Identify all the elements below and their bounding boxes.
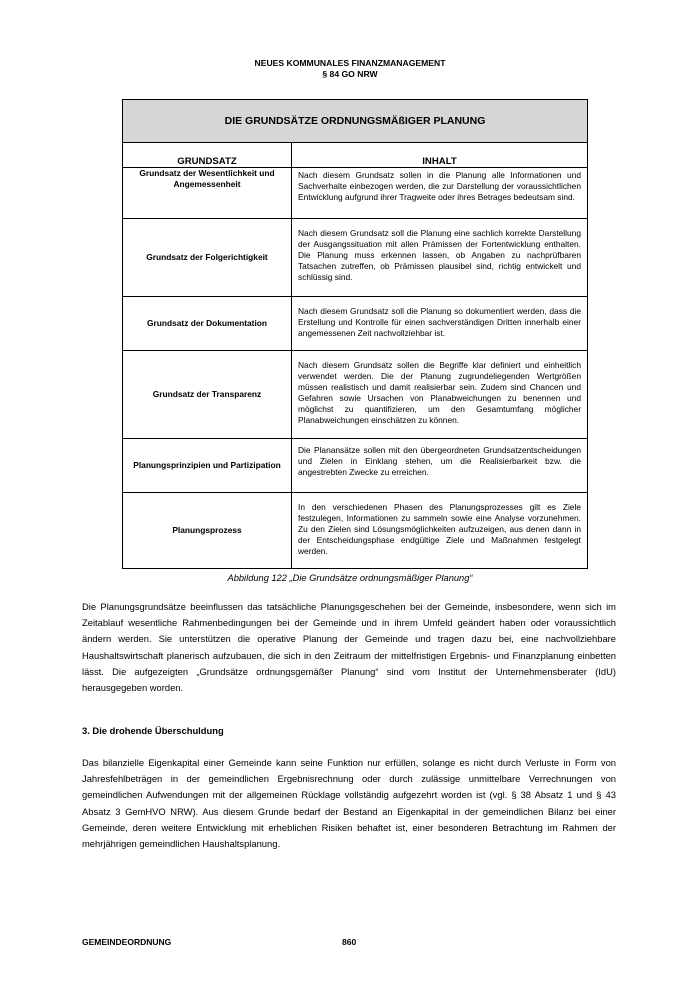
row-name: Grundsatz der Folgerichtigkeit: [123, 219, 292, 297]
row-text: In den verschiedenen Phasen des Planungsprozesses gilt es Ziele festzulegen, Informationen zu sammeln sowie eine Analyse vorzunehmen. Zu den Zielen sind Lösungsmöglichkeiten aufzuzeigen, aus denen dann in der Entscheidungsphase endgültige Ziele und Maßnahmen festgelegt werden.: [292, 493, 588, 569]
section-heading: 3. Die drohende Überschuldung: [82, 725, 224, 736]
table-row: [123, 351, 588, 439]
row-name: Planungsprozess: [123, 493, 292, 569]
table-title: DIE GRUNDSÄTZE ORDNUNGSMÄßIGER PLANUNG: [123, 100, 588, 143]
table-row: [123, 219, 588, 297]
column-header-inhalt: INHALT: [292, 143, 588, 168]
row-name: Grundsatz der Transparenz: [123, 351, 292, 439]
row-text: Nach diesem Grundsatz sollen in die Planung alle Informationen und Sachverhalte einbezogen werden, die zur Darstellung der voraussichtlichen Entwicklung aufgrund ihrer Tragweite oder ihres Betrages bedeutsam sind.: [292, 168, 588, 219]
page-header: [0, 58, 700, 80]
row-text: Nach diesem Grundsatz soll die Planung eine sachlich korrekte Darstellung der Ausgangssituation mit allen Prämissen der Fortentwicklung enthalten. Die Planung muss erkennen lassen, ob Angaben zu nachprüfbaren Tatsachen zutreffen, ob Prämissen plausibel sind, richtig entwickelt und schlüssig sind.: [292, 219, 588, 297]
body-paragraph: Das bilanzielle Eigenkapital einer Gemeinde kann seine Funktion nur erfüllen, solange es nicht durch Verluste in Form von Jahresfehlbeträgen in der gemeindlichen Ergebnisrechnung oder durch zulässige unmittelbare Verrechnungen von gemeindlichen Aufwendungen mit der allgemeinen Rücklage vollständig aufgezehrt worden ist (vgl. § 38 Absatz 1 und § 43 Absatz 3 GemHVO NRW). Aus diesem Grunde bedarf der Bestand an Eigenkapital in der gemeindlichen Bilanz bei einer Gemeinde, deren weitere Entwicklung mit erheblichen Risiken behaftet ist, einer besonderen Betrachtung im Rahmen der mehrjährigen gemeindlichen Haushaltsplanung.: [82, 757, 616, 850]
row-name: Planungsprinzipien und Partizipation: [123, 439, 292, 493]
column-header-grundsatz: GRUNDSATZ: [123, 143, 292, 168]
table-row: [123, 439, 588, 493]
row-text: Nach diesem Grundsatz sollen die Begriffe klar definiert und einheitlich verwendet werden. Die der Planung zugrundeliegenden Wertgrößen müssen realistisch und damit realisierbar sein. Zudem sind Chancen und Gefahren sowie Ursachen von Planabweichungen zu benennen und möglichst zu quantifizieren, um den Gesamtumfang möglicher Planabweichungen einschätzen zu können.: [292, 351, 588, 439]
header-section: § 84 GO NRW: [322, 69, 378, 79]
row-text: Die Planansätze sollen mit den übergeordneten Grundsatzentscheidungen und Zielen in Einklang stehen, um die Realisierbarkeit bzw. die angestrebten Zwecke zu erreichen.: [292, 439, 588, 493]
table-row: [123, 493, 588, 569]
footer-title: GEMEINDEORDNUNG: [82, 937, 172, 947]
header-title: NEUES KOMMUNALES FINANZMANAGEMENT: [254, 58, 446, 68]
row-name: Grundsatz der Dokumentation: [123, 297, 292, 351]
row-name: Grundsatz der Wesentlichkeit und Angemessenheit: [123, 168, 292, 219]
table-row: [123, 297, 588, 351]
page-number: 860: [342, 937, 357, 947]
row-text: Nach diesem Grundsatz soll die Planung so dokumentiert werden, dass die Erstellung und Kontrolle für einen sachverständigen Dritten innerhalb einer angemessenen Zeit nachvollziehbar ist.: [292, 297, 588, 351]
body-paragraph: Die Planungsgrundsätze beeinflussen das tatsächliche Planungsgeschehen bei der Gemeinde, insbesondere, wenn sich im Zeitablauf wesentliche Rahmenbedingungen bei der Gemeinde und in ihrem Umfeld geändert haben oder voraussichtlich ändern werden. Sie unterstützen die operative Planung der Gemeinde und tragen dazu bei, eine nachvollziehbare Haushaltswirtschaft planerisch aufzubauen, die sich in den Zeitraum der mittelfristigen Ergebnis- und Finanzplanung einbetten lässt. Die aufgezeigten „Grundsätze ordnungsgemäßer Planung“ sind vom Institut der Unternehmensberater (IdU) herausgegeben worden.: [82, 601, 616, 694]
principles-table: [122, 99, 588, 569]
figure-caption: Abbildung 122 „Die Grundsätze ordnungsmäßiger Planung“: [227, 573, 473, 583]
table-row: [123, 168, 588, 219]
